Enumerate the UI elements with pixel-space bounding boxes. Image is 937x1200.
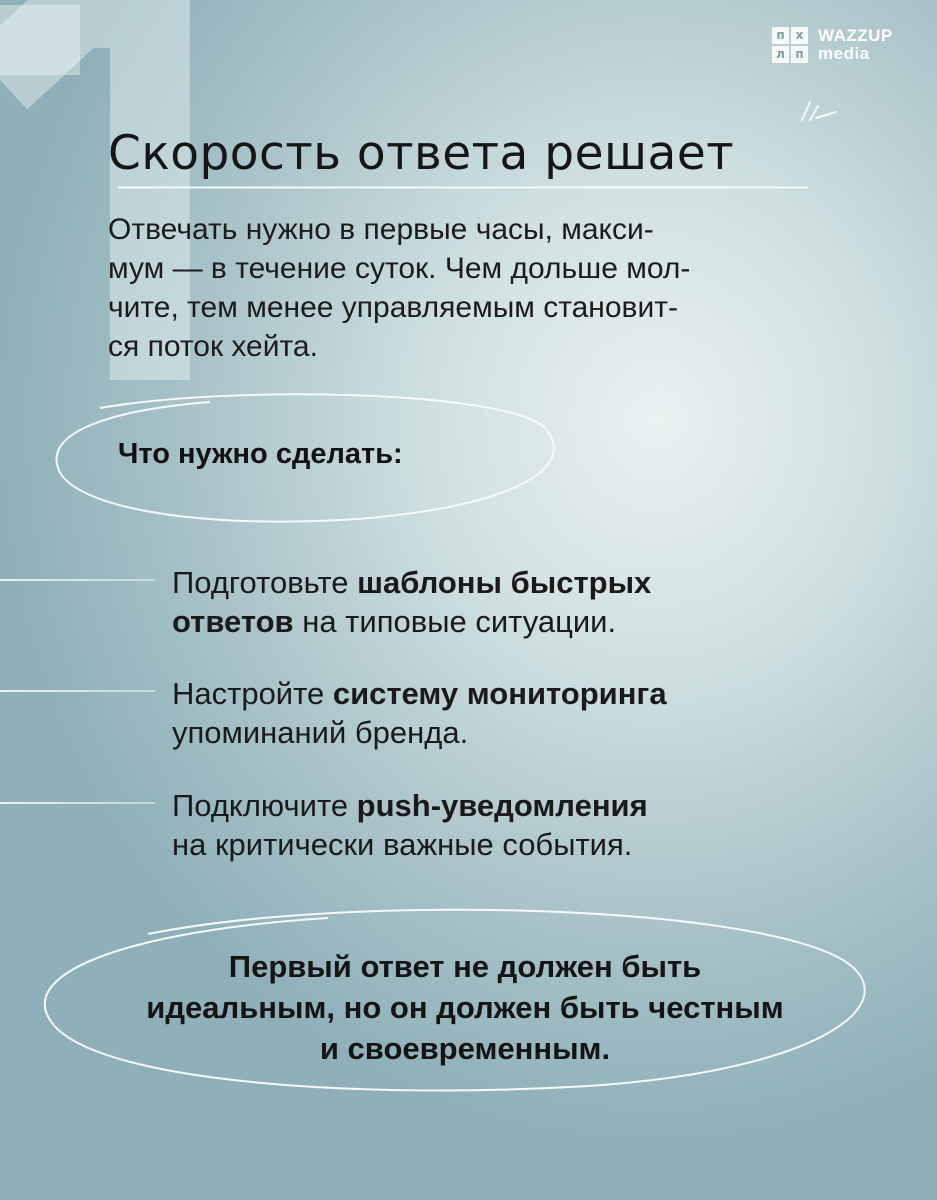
item-text: упоминаний бренда. (172, 715, 469, 750)
item-text: Подключите (172, 788, 357, 823)
subheading: Что нужно сделать: (118, 438, 403, 470)
item-rule (0, 579, 155, 581)
page-title: Скорость ответа решает (108, 126, 735, 181)
conclusion-line: и своевременным. (319, 1031, 611, 1066)
logo-letter: п (791, 46, 808, 63)
item-bold: шаблоны быстрых (357, 565, 652, 600)
intro-line: мум — в течение суток. Чем дольше мол- (108, 252, 691, 285)
logo-letter: л (772, 46, 789, 63)
item-bold: push-уведомления (356, 788, 648, 823)
decorative-slash-icon (798, 98, 838, 124)
wazzup-media-logo (772, 27, 893, 63)
title-underline (118, 186, 808, 189)
conclusion-text (50, 946, 880, 1069)
intro-line: Отвечать нужно в первые часы, макси- (108, 213, 654, 246)
logo-letter: х (791, 27, 808, 44)
item-text: Подготовьте (172, 565, 358, 600)
intro-line: чите, тем менее управляемым становит- (108, 291, 678, 324)
intro-paragraph (108, 210, 868, 366)
item-text: на критически важные события. (172, 827, 633, 862)
item-rule (0, 802, 155, 804)
intro-line: ся поток хейта. (108, 330, 318, 363)
action-item (172, 786, 648, 864)
item-text: на типовые ситуации. (293, 604, 617, 639)
conclusion-line: Первый ответ не должен быть (228, 949, 702, 984)
logo-letter: п (772, 27, 789, 44)
item-bold: систему мониторинга (332, 676, 667, 711)
item-bold: ответов (172, 604, 294, 639)
conclusion-line: идеальным, но он должен быть честным (146, 990, 784, 1025)
logo-subname: media (818, 44, 870, 63)
logo-name: WAZZUP (818, 26, 893, 45)
action-item (172, 563, 651, 641)
action-item (172, 674, 667, 752)
item-rule (0, 690, 155, 692)
logo-text (818, 27, 893, 63)
item-text: Настройте (172, 676, 333, 711)
logo-mark-icon (772, 27, 808, 63)
